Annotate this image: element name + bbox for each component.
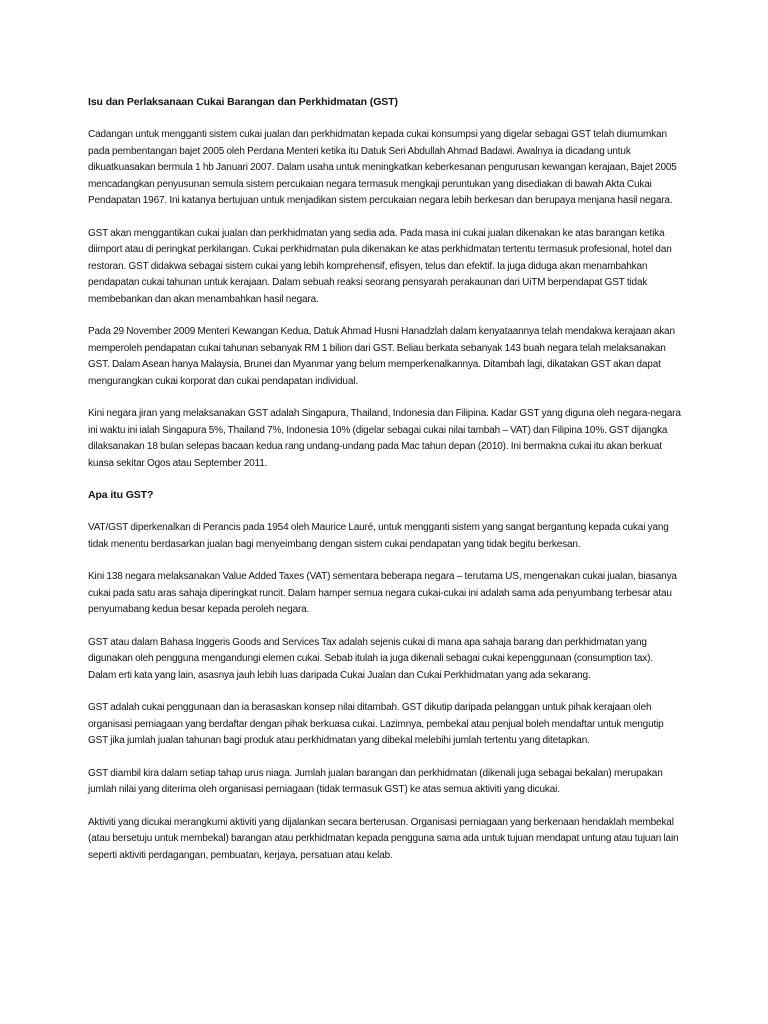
paragraph: GST atau dalam Bahasa Inggeris Goods and Services Tax adalah sejenis cukai di mana apa sahaja barang dan perkhidmatan yang digunakan oleh pengguna mengandungi elemen cukai. Sebab itulah ia juga dikenali sebagai cukai kepenggunaan (consumption tax). Dalam erti kata yang lain, asasnya jauh lebih luas daripada Cukai Jualan dan Cukai Perkhidmatan yang ada sekarang.	[88, 636, 653, 681]
paragraph: Cadangan untuk mengganti sistem cukai jualan dan perkhidmatan kepada cukai konsumpsi yang digelar sebagai GST telah diumumkan pada pembentangan bajet 2005 oleh Perdana Menteri ketika itu Datuk Seri Abdullah Ahmad Badawi. Awalnya ia dicadang untuk dikuatkuasakan bermula 1 hb Januari 2007. Dalam usaha untuk meningkatkan keberkesanan pengurusan kewangan kerajaan, Bajet 2005 mencadangkan penyusunan semula sistem percukaian negara termasuk mengkaji peruntukan yang disediakan di bawah Akta Cukai Pendapatan 1967. Ini katanya bertujuan untuk menjadikan sistem percukaian negara lebih berkesan dan berupaya menjana hasil negara.	[88, 129, 677, 206]
paragraph: GST akan menggantikan cukai jualan dan perkhidmatan yang sedia ada. Pada masa ini cukai jualan dikenakan ke atas barangan ketika diimport atau di peringkat perkilangan. Cukai perkhidmatan pula dikenakan ke atas perkhidmatan tertentu termasuk profesional, hotel dan restoran. GST didakwa sebagai sistem cukai yang lebih komprehensif, efisyen, telus dan efektif. Ia juga diduga akan menambahkan pendapatan cukai tahunan untuk kerajaan. Dalam sebuah reaksi seorang pensyarah perakaunan dari UiTM berpendapat GST tidak membebankan dan akan menambahkan hasil negara.	[88, 227, 672, 305]
paragraph: Kini 138 negara melaksanakan Value Added Taxes (VAT) sementara beberapa negara – terutama US, mengenakan cukai jualan, biasanya cukai pada satu aras sahaja diperingkat runcit. Dalam hamper semua negara cukai-cukai ini adalah sama ada penyumbang terbesar atau penyumabang kedua besar kepada peroleh negara.	[88, 571, 677, 615]
section-heading: Apa itu GST?	[88, 489, 154, 501]
document-title: Isu dan Perlaksanaan Cukai Barangan dan Perkhidmatan (GST)	[88, 96, 398, 108]
document-body	[88, 95, 682, 880]
paragraph: Pada 29 November 2009 Menteri Kewangan Kedua, Datuk Ahmad Husni Hanadzlah dalam kenyataannya telah mendakwa kerajaan akan memperoleh pendapatan cukai tahunan sebanyak RM 1 bilion dari GST. Beliau berkata sebanyak 143 buah negara telah melaksanakan GST. Dalam Asean hanya Malaysia, Brunei dan Myanmar yang belum memperkenalkannya. Ditambah lagi, dikatakan GST akan dapat mengurangkan cukai korporat dan cukai pendapatan individual.	[88, 326, 675, 387]
paragraph: GST diambil kira dalam setiap tahap urus niaga. Jumlah jualan barangan dan perkhidmatan (dikenali juga sebagai bekalan) merupakan jumlah nilai yang diterima oleh organisasi perniagaan (tidak termasuk GST) ke atas semua aktiviti yang dicukai.	[88, 767, 663, 795]
paragraph: VAT/GST diperkenalkan di Perancis pada 1954 oleh Maurice Lauré, untuk mengganti sistem yang sangat bergantung kepada cukai yang tidak menentu berdasarkan jualan bagi menyeimbang dengan sistem cukai pendapatan yang tidak begitu berkesan.	[88, 522, 669, 550]
paragraph: GST adalah cukai penggunaan dan ia berasaskan konsep nilai ditambah. GST dikutip daripada pelanggan untuk pihak kerajaan oleh organisasi perniagaan yang berdaftar dengan pihak berkuasa cukai. Lazimnya, pembekal atau penjual boleh mendaftar untuk mengutip GST jika jumlah jualan tahunan bagi produk atau perkhidmatan yang dibekal melebihi jumlah tertentu yang ditetapkan.	[88, 702, 664, 746]
paragraph: Aktiviti yang dicukai merangkumi aktiviti yang dijalankan secara berterusan. Organisasi perniagaan yang berkenaan hendaklah membekal (atau bersetuju untuk membekal) barangan atau perkhidmatan kepada pengguna sama ada untuk tujuan mendapat untung atau tujuan lain seperti aktiviti perdagangan, pembuatan, kerjaya, persatuan atau kelab.	[88, 816, 679, 861]
paragraph: Kini negara jiran yang melaksanakan GST adalah Singapura, Thailand, Indonesia dan Filipina. Kadar GST yang diguna oleh negara-negara ini waktu ini ialah Singapura 5%, Thailand 7%, Indonesia 10% (digelar sebagai cukai nilai tambah – VAT) dan Filipina 10%. GST dijangka dilaksanakan 18 bulan selepas bacaan kedua rang undang-undang pada Mac tahun depan (2010). Ini bermakna cukai itu akan berkuat kuasa sekitar Ogos atau September 2011.	[88, 408, 681, 469]
